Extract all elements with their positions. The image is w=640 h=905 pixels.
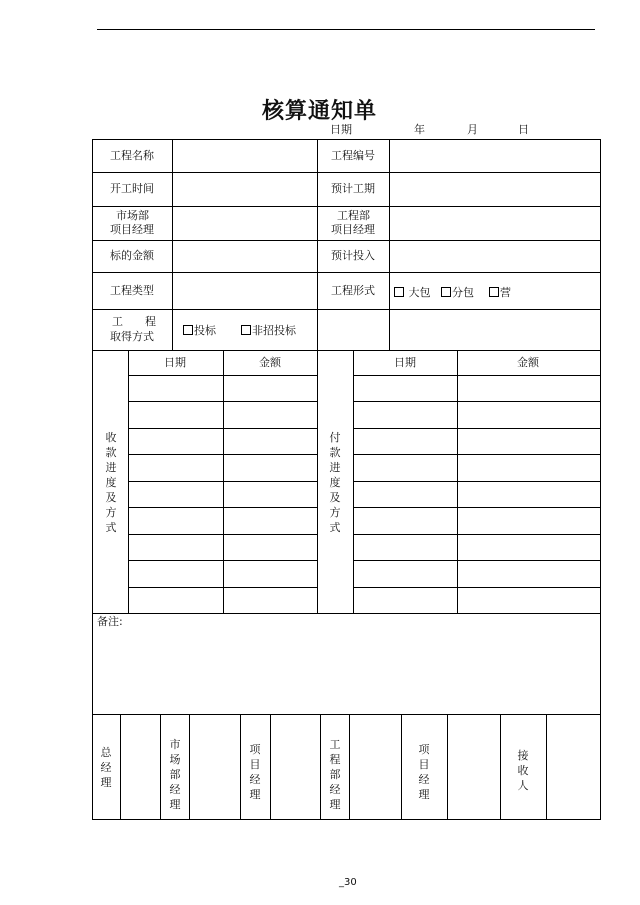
- schedule-bottom-line: [92, 613, 601, 614]
- receive-date-header: 日期: [164, 356, 186, 369]
- form-option-general[interactable]: 大包: [394, 286, 431, 300]
- table-border-top: [92, 139, 601, 140]
- row-divider: [92, 172, 601, 173]
- signature-divider: [270, 714, 271, 820]
- planned-period-label: 预计工期: [331, 182, 375, 195]
- pay-progress-label: 付款进度及方式: [329, 431, 341, 534]
- planned-investment-label: 预计投入: [331, 249, 375, 262]
- signature-divider: [120, 714, 121, 820]
- schedule-col-divider: [353, 350, 354, 613]
- table-border-left: [92, 139, 93, 820]
- checkbox-icon[interactable]: [489, 287, 499, 297]
- project-manager-label-2: 项目经理: [418, 743, 430, 801]
- start-time-label: 开工时间: [110, 182, 154, 195]
- remarks-label: 备注:: [97, 615, 123, 628]
- checkbox-icon[interactable]: [394, 287, 404, 297]
- pay-amount-header: 金额: [517, 356, 539, 369]
- bid-amount-label: 标的金额: [110, 249, 154, 262]
- acquire-option-bid[interactable]: 投标: [183, 324, 216, 338]
- acquire-label-line1: 工 程: [112, 315, 156, 328]
- schedule-row-line: [353, 401, 601, 402]
- pay-date-header: 日期: [394, 356, 416, 369]
- row-divider: [92, 206, 601, 207]
- row-divider: [92, 272, 601, 273]
- col-divider: [389, 139, 390, 350]
- table-border-right: [600, 139, 601, 820]
- eng-dept-label: 工程部: [337, 209, 370, 222]
- schedule-row-line: [353, 507, 601, 508]
- signature-divider: [546, 714, 547, 820]
- schedule-header-divider: [353, 375, 601, 376]
- project-type-label: 工程类型: [110, 284, 154, 297]
- signature-divider: [500, 714, 501, 820]
- signature-divider: [320, 714, 321, 820]
- page-title: 核算通知单: [262, 98, 378, 124]
- checkbox-icon[interactable]: [183, 325, 193, 335]
- market-dept-label: 市场部: [116, 209, 149, 222]
- signature-divider: [349, 714, 350, 820]
- schedule-row-line: [353, 428, 601, 429]
- row-divider: [92, 350, 601, 351]
- acquire-label-line2: 取得方式: [110, 330, 154, 343]
- checkbox-icon[interactable]: [441, 287, 451, 297]
- project-manager-label-1: 项目经理: [249, 743, 261, 801]
- schedule-row-line: [353, 534, 601, 535]
- project-form-label: 工程形式: [331, 284, 375, 297]
- project-name-label: 工程名称: [110, 149, 154, 162]
- market-pm-label: 项目经理: [110, 223, 154, 236]
- page-number: _30: [339, 877, 357, 888]
- schedule-row-line: [353, 481, 601, 482]
- schedule-col-divider: [223, 350, 224, 613]
- eng-pm-label: 项目经理: [331, 223, 375, 236]
- schedule-col-divider: [457, 350, 458, 613]
- table-border-bottom: [92, 819, 601, 820]
- signature-divider: [240, 714, 241, 820]
- date-day-label: 日: [518, 123, 529, 136]
- signature-divider: [401, 714, 402, 820]
- row-divider: [92, 309, 601, 310]
- remarks-bottom-line: [92, 714, 601, 715]
- col-divider: [172, 139, 173, 350]
- project-no-label: 工程编号: [331, 149, 375, 162]
- general-manager-label: 总经理: [100, 746, 112, 789]
- acquire-option-nonbid[interactable]: 非招投标: [241, 324, 296, 338]
- date-label: 日期: [330, 123, 352, 136]
- receiver-label: 接收人: [517, 749, 529, 792]
- receive-progress-label: 收款进度及方式: [105, 431, 117, 534]
- schedule-col-divider: [317, 350, 318, 613]
- schedule-col-divider: [128, 350, 129, 613]
- header-rule: [97, 29, 595, 30]
- col-divider: [317, 139, 318, 350]
- schedule-row-line: [353, 587, 601, 588]
- checkbox-icon[interactable]: [241, 325, 251, 335]
- signature-divider: [447, 714, 448, 820]
- schedule-row-line: [353, 560, 601, 561]
- eng-manager-label: 工程部经理: [329, 738, 341, 811]
- signature-divider: [189, 714, 190, 820]
- row-divider: [92, 240, 601, 241]
- form-option-self[interactable]: 营: [489, 286, 511, 300]
- date-year-label: 年: [414, 123, 425, 136]
- date-month-label: 月: [467, 123, 478, 136]
- market-manager-label: 市场部经理: [169, 738, 181, 811]
- receive-amount-header: 金额: [259, 356, 281, 369]
- schedule-row-line: [353, 454, 601, 455]
- signature-divider: [160, 714, 161, 820]
- form-option-sub[interactable]: 分包: [441, 286, 474, 300]
